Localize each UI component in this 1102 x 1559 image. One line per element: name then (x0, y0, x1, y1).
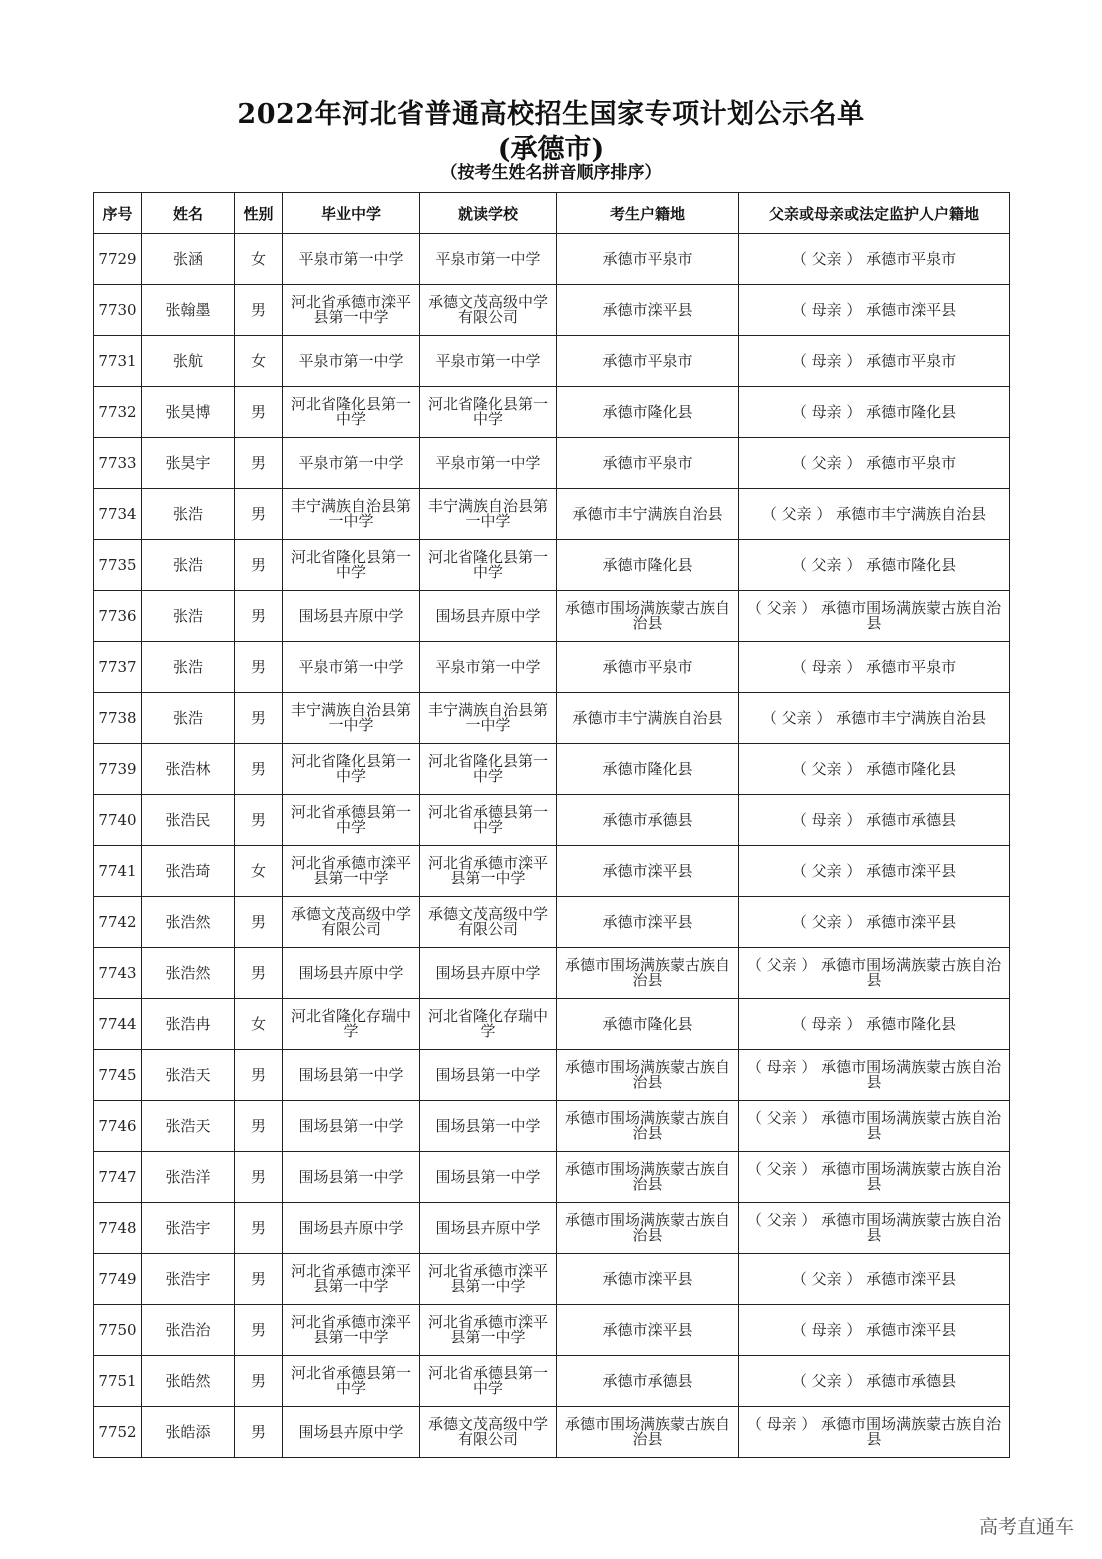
cell-student-hukou: 承德市围场满族蒙古族自治县 (557, 1050, 739, 1101)
roster-body (94, 234, 1010, 1458)
cell-guardian-hukou: （ 父亲 ） 承德市围场满族蒙古族自治县 (739, 1152, 1010, 1203)
table-row (94, 846, 1010, 897)
table-row (94, 693, 1010, 744)
cell-current-school: 河北省隆化存瑞中学 (420, 999, 557, 1050)
cell-guardian-hukou: （ 父亲 ） 承德市承德县 (739, 1356, 1010, 1407)
cell-guardian-hukou: （ 母亲 ） 承德市滦平县 (739, 1305, 1010, 1356)
cell-seq: 7745 (94, 1050, 142, 1101)
header-guardian-hukou: 父亲或母亲或法定监护人户籍地 (739, 193, 1010, 234)
cell-seq: 7738 (94, 693, 142, 744)
cell-name: 张皓添 (142, 1407, 235, 1458)
cell-seq: 7748 (94, 1203, 142, 1254)
table-row (94, 897, 1010, 948)
table-row (94, 1050, 1010, 1101)
cell-current-school: 丰宁满族自治县第一中学 (420, 489, 557, 540)
cell-guardian-hukou: （ 父亲 ） 承德市丰宁满族自治县 (739, 693, 1010, 744)
cell-gender: 女 (235, 336, 283, 387)
cell-student-hukou: 承德市围场满族蒙古族自治县 (557, 1407, 739, 1458)
cell-student-hukou: 承德市滦平县 (557, 897, 739, 948)
header-grad-school: 毕业中学 (283, 193, 420, 234)
cell-current-school: 河北省隆化县第一中学 (420, 744, 557, 795)
cell-guardian-hukou: （ 父亲 ） 承德市围场满族蒙古族自治县 (739, 591, 1010, 642)
cell-grad-school: 平泉市第一中学 (283, 234, 420, 285)
cell-guardian-hukou: （ 母亲 ） 承德市隆化县 (739, 999, 1010, 1050)
cell-seq: 7751 (94, 1356, 142, 1407)
cell-gender: 男 (235, 1407, 283, 1458)
table-row (94, 1203, 1010, 1254)
cell-guardian-hukou: （ 父亲 ） 承德市滦平县 (739, 897, 1010, 948)
cell-current-school: 围场县第一中学 (420, 1101, 557, 1152)
cell-student-hukou: 承德市隆化县 (557, 387, 739, 438)
table-row (94, 489, 1010, 540)
header-current-school: 就读学校 (420, 193, 557, 234)
cell-grad-school: 围场县第一中学 (283, 1050, 420, 1101)
cell-seq: 7747 (94, 1152, 142, 1203)
cell-current-school: 河北省承德市滦平县第一中学 (420, 1305, 557, 1356)
cell-current-school: 河北省承德市滦平县第一中学 (420, 1254, 557, 1305)
table-row (94, 540, 1010, 591)
cell-grad-school: 河北省隆化县第一中学 (283, 744, 420, 795)
table-row (94, 234, 1010, 285)
cell-guardian-hukou: （ 父亲 ） 承德市丰宁满族自治县 (739, 489, 1010, 540)
cell-gender: 男 (235, 1152, 283, 1203)
cell-guardian-hukou: （ 母亲 ） 承德市围场满族蒙古族自治县 (739, 1050, 1010, 1101)
cell-current-school: 河北省隆化县第一中学 (420, 540, 557, 591)
table-row (94, 285, 1010, 336)
header-student-hukou: 考生户籍地 (557, 193, 739, 234)
cell-gender: 男 (235, 1050, 283, 1101)
cell-grad-school: 河北省隆化县第一中学 (283, 387, 420, 438)
table-row (94, 948, 1010, 999)
cell-guardian-hukou: （ 母亲 ） 承德市围场满族蒙古族自治县 (739, 1407, 1010, 1458)
cell-grad-school: 河北省承德市滦平县第一中学 (283, 285, 420, 336)
header-row (94, 193, 1010, 234)
cell-current-school: 丰宁满族自治县第一中学 (420, 693, 557, 744)
cell-gender: 男 (235, 1203, 283, 1254)
cell-gender: 男 (235, 489, 283, 540)
cell-current-school: 围场县第一中学 (420, 1050, 557, 1101)
cell-student-hukou: 承德市平泉市 (557, 234, 739, 285)
cell-gender: 女 (235, 234, 283, 285)
cell-name: 张浩宇 (142, 1254, 235, 1305)
cell-current-school: 河北省承德市滦平县第一中学 (420, 846, 557, 897)
table-row (94, 1407, 1010, 1458)
cell-guardian-hukou: （ 父亲 ） 承德市围场满族蒙古族自治县 (739, 1101, 1010, 1152)
cell-grad-school: 围场县卉原中学 (283, 1203, 420, 1254)
cell-guardian-hukou: （ 母亲 ） 承德市滦平县 (739, 285, 1010, 336)
cell-guardian-hukou: （ 父亲 ） 承德市围场满族蒙古族自治县 (739, 948, 1010, 999)
cell-guardian-hukou: （ 父亲 ） 承德市滦平县 (739, 1254, 1010, 1305)
cell-seq: 7746 (94, 1101, 142, 1152)
cell-seq: 7739 (94, 744, 142, 795)
cell-guardian-hukou: （ 母亲 ） 承德市平泉市 (739, 642, 1010, 693)
cell-student-hukou: 承德市承德县 (557, 795, 739, 846)
cell-name: 张航 (142, 336, 235, 387)
cell-student-hukou: 承德市平泉市 (557, 438, 739, 489)
cell-current-school: 承德文茂高级中学有限公司 (420, 1407, 557, 1458)
cell-name: 张浩天 (142, 1050, 235, 1101)
cell-name: 张浩 (142, 693, 235, 744)
cell-grad-school: 平泉市第一中学 (283, 336, 420, 387)
cell-seq: 7731 (94, 336, 142, 387)
cell-name: 张浩琦 (142, 846, 235, 897)
cell-seq: 7742 (94, 897, 142, 948)
header-name: 姓名 (142, 193, 235, 234)
cell-seq: 7752 (94, 1407, 142, 1458)
cell-student-hukou: 承德市隆化县 (557, 744, 739, 795)
cell-guardian-hukou: （ 父亲 ） 承德市平泉市 (739, 234, 1010, 285)
cell-gender: 男 (235, 948, 283, 999)
cell-seq: 7737 (94, 642, 142, 693)
cell-grad-school: 围场县卉原中学 (283, 591, 420, 642)
cell-name: 张浩冉 (142, 999, 235, 1050)
cell-current-school: 平泉市第一中学 (420, 438, 557, 489)
cell-student-hukou: 承德市围场满族蒙古族自治县 (557, 1152, 739, 1203)
cell-name: 张浩然 (142, 948, 235, 999)
cell-name: 张浩林 (142, 744, 235, 795)
cell-name: 张翰墨 (142, 285, 235, 336)
cell-seq: 7744 (94, 999, 142, 1050)
cell-grad-school: 围场县第一中学 (283, 1101, 420, 1152)
cell-name: 张浩 (142, 489, 235, 540)
cell-student-hukou: 承德市平泉市 (557, 336, 739, 387)
cell-name: 张涵 (142, 234, 235, 285)
cell-seq: 7735 (94, 540, 142, 591)
cell-seq: 7750 (94, 1305, 142, 1356)
document-title: 2022年河北省普通高校招生国家专项计划公示名单 (237, 99, 865, 130)
cell-guardian-hukou: （ 母亲 ） 承德市平泉市 (739, 336, 1010, 387)
cell-gender: 女 (235, 846, 283, 897)
cell-current-school: 河北省隆化县第一中学 (420, 387, 557, 438)
table-row (94, 1101, 1010, 1152)
cell-gender: 男 (235, 285, 283, 336)
cell-gender: 男 (235, 591, 283, 642)
cell-student-hukou: 承德市围场满族蒙古族自治县 (557, 591, 739, 642)
cell-guardian-hukou: （ 父亲 ） 承德市围场满族蒙古族自治县 (739, 1203, 1010, 1254)
cell-grad-school: 河北省隆化县第一中学 (283, 540, 420, 591)
cell-name: 张浩 (142, 540, 235, 591)
cell-gender: 女 (235, 999, 283, 1050)
cell-name: 张浩天 (142, 1101, 235, 1152)
cell-current-school: 围场县第一中学 (420, 1152, 557, 1203)
cell-student-hukou: 承德市滦平县 (557, 1305, 739, 1356)
cell-gender: 男 (235, 744, 283, 795)
cell-name: 张浩宇 (142, 1203, 235, 1254)
cell-gender: 男 (235, 1356, 283, 1407)
cell-seq: 7732 (94, 387, 142, 438)
table-row (94, 1305, 1010, 1356)
header-seq: 序号 (94, 193, 142, 234)
table-row (94, 591, 1010, 642)
table-row (94, 387, 1010, 438)
cell-current-school: 围场县卉原中学 (420, 591, 557, 642)
cell-name: 张昊宇 (142, 438, 235, 489)
cell-gender: 男 (235, 1101, 283, 1152)
cell-guardian-hukou: （ 父亲 ） 承德市平泉市 (739, 438, 1010, 489)
table-row (94, 438, 1010, 489)
cell-student-hukou: 承德市承德县 (557, 1356, 739, 1407)
cell-current-school: 平泉市第一中学 (420, 234, 557, 285)
cell-grad-school: 围场县卉原中学 (283, 1407, 420, 1458)
cell-grad-school: 河北省承德县第一中学 (283, 795, 420, 846)
cell-gender: 男 (235, 1305, 283, 1356)
cell-student-hukou: 承德市丰宁满族自治县 (557, 489, 739, 540)
cell-seq: 7743 (94, 948, 142, 999)
cell-current-school: 围场县卉原中学 (420, 948, 557, 999)
cell-guardian-hukou: （ 父亲 ） 承德市滦平县 (739, 846, 1010, 897)
table-row (94, 1152, 1010, 1203)
cell-grad-school: 河北省隆化存瑞中学 (283, 999, 420, 1050)
cell-seq: 7736 (94, 591, 142, 642)
cell-name: 张浩然 (142, 897, 235, 948)
cell-seq: 7741 (94, 846, 142, 897)
header-gender: 性别 (235, 193, 283, 234)
cell-gender: 男 (235, 387, 283, 438)
cell-current-school: 承德文茂高级中学有限公司 (420, 897, 557, 948)
cell-student-hukou: 承德市隆化县 (557, 999, 739, 1050)
cell-gender: 男 (235, 795, 283, 846)
table-row (94, 642, 1010, 693)
cell-name: 张昊博 (142, 387, 235, 438)
document-note: （按考生姓名拼音顺序排序） (440, 163, 662, 183)
cell-grad-school: 丰宁满族自治县第一中学 (283, 693, 420, 744)
cell-grad-school: 围场县卉原中学 (283, 948, 420, 999)
cell-name: 张浩民 (142, 795, 235, 846)
cell-guardian-hukou: （ 父亲 ） 承德市隆化县 (739, 540, 1010, 591)
table-row (94, 744, 1010, 795)
cell-name: 张皓然 (142, 1356, 235, 1407)
cell-seq: 7749 (94, 1254, 142, 1305)
cell-name: 张浩 (142, 642, 235, 693)
cell-guardian-hukou: （ 母亲 ） 承德市隆化县 (739, 387, 1010, 438)
cell-grad-school: 河北省承德市滦平县第一中学 (283, 846, 420, 897)
cell-student-hukou: 承德市丰宁满族自治县 (557, 693, 739, 744)
cell-student-hukou: 承德市滦平县 (557, 846, 739, 897)
table-row (94, 336, 1010, 387)
cell-grad-school: 承德文茂高级中学有限公司 (283, 897, 420, 948)
cell-student-hukou: 承德市围场满族蒙古族自治县 (557, 1101, 739, 1152)
cell-student-hukou: 承德市围场满族蒙古族自治县 (557, 1203, 739, 1254)
cell-grad-school: 围场县第一中学 (283, 1152, 420, 1203)
cell-seq: 7733 (94, 438, 142, 489)
cell-gender: 男 (235, 897, 283, 948)
roster-table (93, 192, 1010, 1458)
cell-current-school: 平泉市第一中学 (420, 336, 557, 387)
table-row (94, 999, 1010, 1050)
cell-student-hukou: 承德市滦平县 (557, 285, 739, 336)
cell-grad-school: 丰宁满族自治县第一中学 (283, 489, 420, 540)
cell-student-hukou: 承德市滦平县 (557, 1254, 739, 1305)
cell-student-hukou: 承德市围场满族蒙古族自治县 (557, 948, 739, 999)
cell-current-school: 围场县卉原中学 (420, 1203, 557, 1254)
cell-name: 张浩治 (142, 1305, 235, 1356)
table-row (94, 1356, 1010, 1407)
table-row (94, 795, 1010, 846)
cell-grad-school: 河北省承德县第一中学 (283, 1356, 420, 1407)
cell-gender: 男 (235, 693, 283, 744)
cell-grad-school: 平泉市第一中学 (283, 642, 420, 693)
cell-guardian-hukou: （ 母亲 ） 承德市承德县 (739, 795, 1010, 846)
cell-guardian-hukou: （ 父亲 ） 承德市隆化县 (739, 744, 1010, 795)
cell-student-hukou: 承德市隆化县 (557, 540, 739, 591)
cell-gender: 男 (235, 438, 283, 489)
cell-gender: 男 (235, 642, 283, 693)
cell-grad-school: 平泉市第一中学 (283, 438, 420, 489)
cell-gender: 男 (235, 1254, 283, 1305)
cell-current-school: 河北省承德县第一中学 (420, 1356, 557, 1407)
cell-grad-school: 河北省承德市滦平县第一中学 (283, 1305, 420, 1356)
cell-seq: 7729 (94, 234, 142, 285)
cell-seq: 7734 (94, 489, 142, 540)
cell-name: 张浩 (142, 591, 235, 642)
cell-current-school: 承德文茂高级中学有限公司 (420, 285, 557, 336)
cell-student-hukou: 承德市平泉市 (557, 642, 739, 693)
watermark: 高考直通车 (978, 1516, 1074, 1538)
cell-seq: 7730 (94, 285, 142, 336)
cell-name: 张浩洋 (142, 1152, 235, 1203)
document-subtitle: (承德市) (497, 134, 605, 165)
cell-current-school: 河北省承德县第一中学 (420, 795, 557, 846)
cell-grad-school: 河北省承德市滦平县第一中学 (283, 1254, 420, 1305)
cell-gender: 男 (235, 540, 283, 591)
cell-current-school: 平泉市第一中学 (420, 642, 557, 693)
cell-seq: 7740 (94, 795, 142, 846)
table-row (94, 1254, 1010, 1305)
